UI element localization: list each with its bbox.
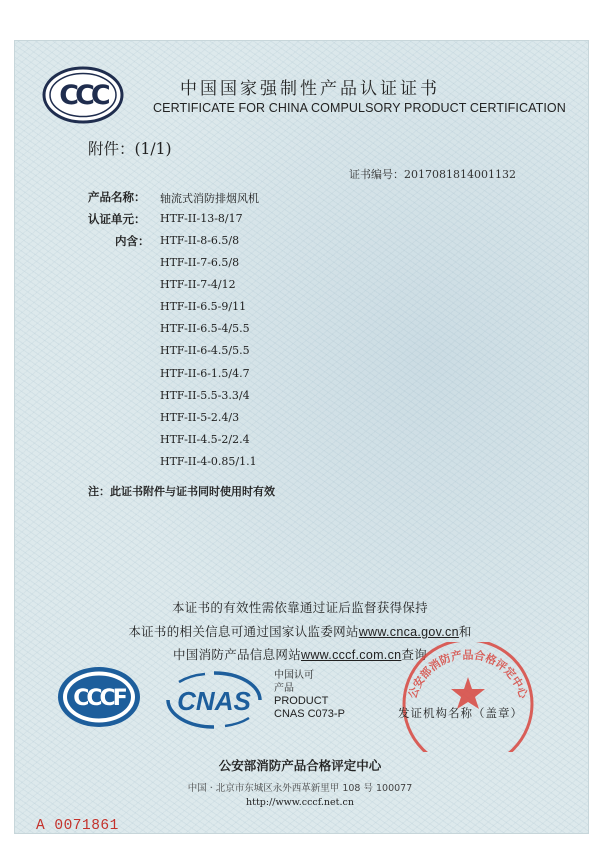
cnas-logo-icon: [165, 670, 263, 730]
contents-item: HTF-II-4-0.85/1.1: [160, 455, 257, 468]
contents-item: HTF-II-5-2.4/3: [160, 411, 240, 424]
contents-label: 内含：: [115, 234, 150, 248]
official-seal-icon: [393, 642, 543, 752]
contents-item: HTF-II-8-6.5/8: [160, 234, 240, 247]
validity-line-3-suffix: 查询: [401, 647, 427, 662]
title-english: CERTIFICATE FOR CHINA COMPULSORY PRODUCT CERTIFICATION: [153, 101, 566, 115]
certification-unit-label: 认证单元：: [88, 212, 146, 226]
validity-line-2-text: 本证书的相关信息可通过国家认监委网站: [128, 624, 359, 639]
product-name-label: 产品名称：: [88, 190, 146, 204]
cccf-link[interactable]: www.cccf.com.cn: [301, 648, 402, 662]
validity-line-3-text: 中国消防产品信息网站: [173, 647, 302, 662]
issuing-center-name: 公安部消防产品合格评定中心: [218, 758, 382, 773]
certification-unit-value: HTF-II-13-8/17: [160, 212, 243, 225]
accreditation-text: [274, 670, 345, 720]
accreditation-line-2: 产品: [274, 682, 294, 694]
validity-line-2: [60, 622, 540, 640]
accreditation-line-3: PRODUCT: [274, 695, 329, 707]
cccf-logo-text: CCCF: [73, 686, 125, 711]
contents-item: HTF-II-6-1.5/4.7: [160, 367, 250, 380]
validity-line-2-suffix: 和: [458, 624, 472, 639]
contents-item: HTF-II-6.5-4/5.5: [160, 322, 250, 335]
issuer-website[interactable]: http://www.cccf.net.cn: [246, 797, 354, 808]
cnas-logo-text: CNAS: [177, 686, 251, 716]
ccc-logo-icon: [42, 66, 124, 124]
certificate-number: [349, 166, 516, 182]
contents-item: HTF-II-7-6.5/8: [160, 256, 240, 269]
accreditation-line-4: CNAS C073-P: [274, 707, 345, 720]
accreditation-line-1: 中国认可: [274, 670, 314, 681]
contents-item: HTF-II-6.5-9/11: [160, 300, 247, 313]
cccf-logo-icon: [56, 665, 142, 729]
ccc-logo-text: CCC: [59, 80, 107, 111]
seal-text: 公安部消防产品合格评定中心: [405, 648, 531, 701]
contents-item: HTF-II-4.5-2/2.4: [160, 433, 250, 446]
certificate-number-label: 证书编号：: [349, 168, 404, 181]
contents-item: HTF-II-5.5-3.3/4: [160, 389, 250, 402]
validity-note: 注：此证书附件与证书同时使用时有效: [88, 485, 275, 498]
certificate-number-value: 2017081814001132: [404, 168, 516, 181]
contents-item: HTF-II-6-4.5/5.5: [160, 344, 250, 357]
issuer-label: 发证机构名称（盖章）: [398, 706, 523, 720]
cnca-link[interactable]: www.cnca.gov.cn: [358, 625, 459, 639]
attachment-label: 附件：(1/1): [88, 140, 172, 158]
issuer-address: 中国 · 北京市东城区永外西革新里甲 108 号 100077: [187, 783, 413, 794]
contents-item: HTF-II-7-4/12: [160, 278, 236, 291]
title-chinese: 中国国家强制性产品认证证书: [180, 79, 440, 99]
serial-number: A 0071861: [36, 818, 119, 834]
validity-line-1: 本证书的有效性需依靠通过证后监督获得保持: [171, 600, 428, 615]
product-name-value: 轴流式消防排烟风机: [160, 192, 259, 205]
